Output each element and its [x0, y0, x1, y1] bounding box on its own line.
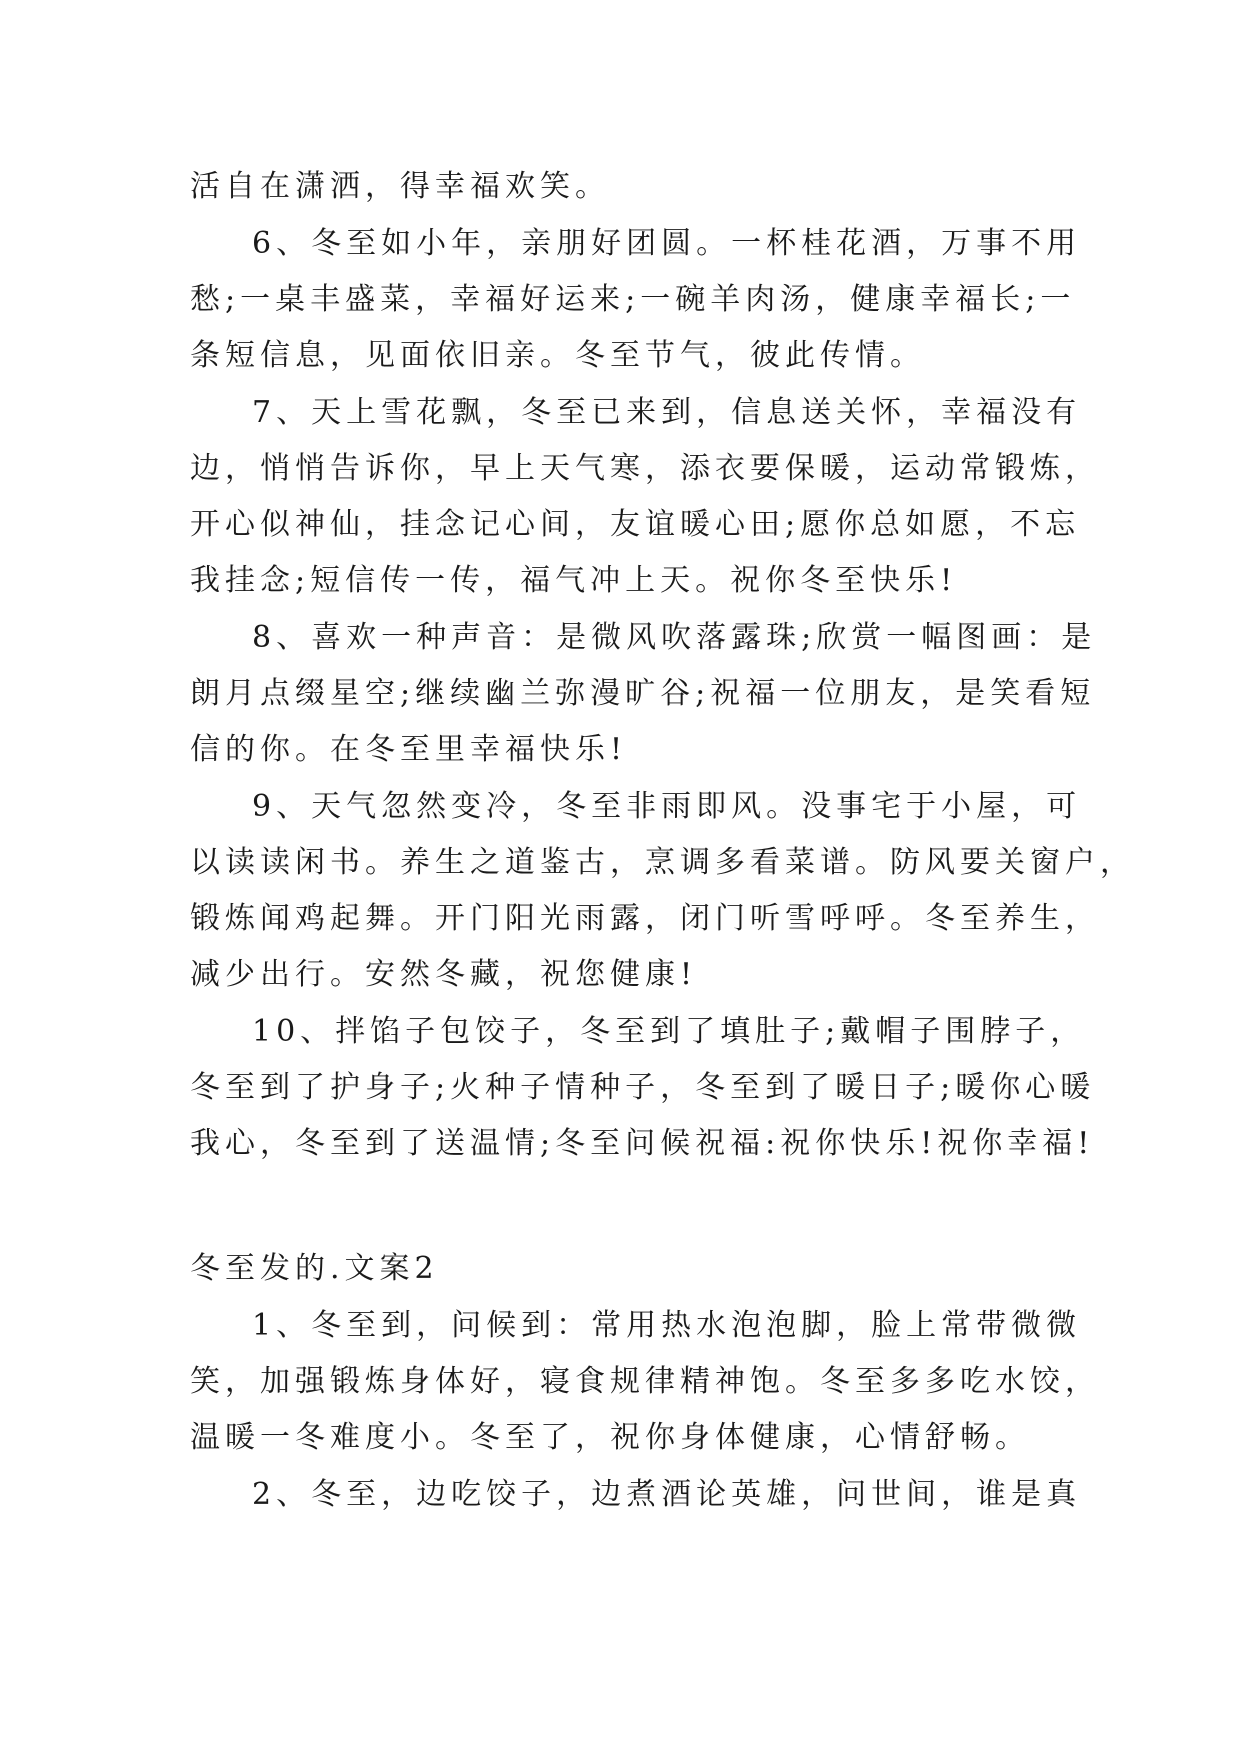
section-heading: 冬至发的.文案2 — [190, 1251, 439, 1286]
paragraph-start-line: 8、喜欢一种声音：是微风吹落露珠;欣赏一幅图画：是 — [252, 620, 1097, 655]
text-line: 条短信息，见面依旧亲。冬至节气，彼此传情。 — [190, 338, 925, 373]
paragraph-start-line: 2、冬至，边吃饺子，边煮酒论英雄，问世间，谁是真 — [252, 1477, 1082, 1512]
text-line: 笑，加强锻炼身体好，寝食规律精神饱。冬至多多吃水饺， — [190, 1364, 1100, 1399]
text-line: 信的你。在冬至里幸福快乐! — [190, 732, 628, 767]
text-line: 边，悄悄告诉你，早上天气寒，添衣要保暖，运动常锻炼， — [190, 451, 1100, 486]
paragraph-start-line: 9、天气忽然变冷，冬至非雨即风。没事宅于小屋，可 — [252, 789, 1082, 824]
text-line: 我心，冬至到了送温情;冬至问候祝福:祝你快乐!祝你幸福! — [190, 1126, 1095, 1161]
text-line: 我挂念;短信传一传，福气冲上天。祝你冬至快乐! — [190, 563, 958, 598]
paragraph-start-line: 10、拌馅子包饺子，冬至到了填肚子;戴帽子围脖子， — [252, 1014, 1086, 1049]
text-line: 以读读闲书。养生之道鉴古，烹调多看菜谱。防风要关窗户， — [190, 845, 1135, 880]
text-line: 温暖一冬难度小。冬至了，祝你身体健康，心情舒畅。 — [190, 1420, 1030, 1455]
text-line: 减少出行。安然冬藏，祝您健康! — [190, 957, 698, 992]
text-line: 朗月点缀星空;继续幽兰弥漫旷谷;祝福一位朋友，是笑看短 — [190, 676, 1096, 711]
text-line: 锻炼闻鸡起舞。开门阳光雨露，闭门听雪呼呼。冬至养生， — [190, 901, 1100, 936]
paragraph-start-line: 7、天上雪花飘，冬至已来到，信息送关怀，幸福没有 — [252, 395, 1082, 430]
paragraph-start-line: 1、冬至到，问候到：常用热水泡泡脚，脸上常带微微 — [252, 1308, 1082, 1343]
paragraph-start-line: 6、冬至如小年，亲朋好团圆。一杯桂花酒，万事不用 — [252, 226, 1082, 261]
text-line: 活自在潇洒，得幸福欢笑。 — [190, 169, 610, 204]
text-line: 愁;一桌丰盛菜，幸福好运来;一碗羊肉汤，健康幸福长;一 — [190, 282, 1076, 317]
text-line: 冬至到了护身子;火种子情种子，冬至到了暖日子;暖你心暖 — [190, 1070, 1096, 1105]
text-line: 开心似神仙，挂念记心间，友谊暖心田;愿你总如愿，不忘 — [190, 507, 1081, 542]
